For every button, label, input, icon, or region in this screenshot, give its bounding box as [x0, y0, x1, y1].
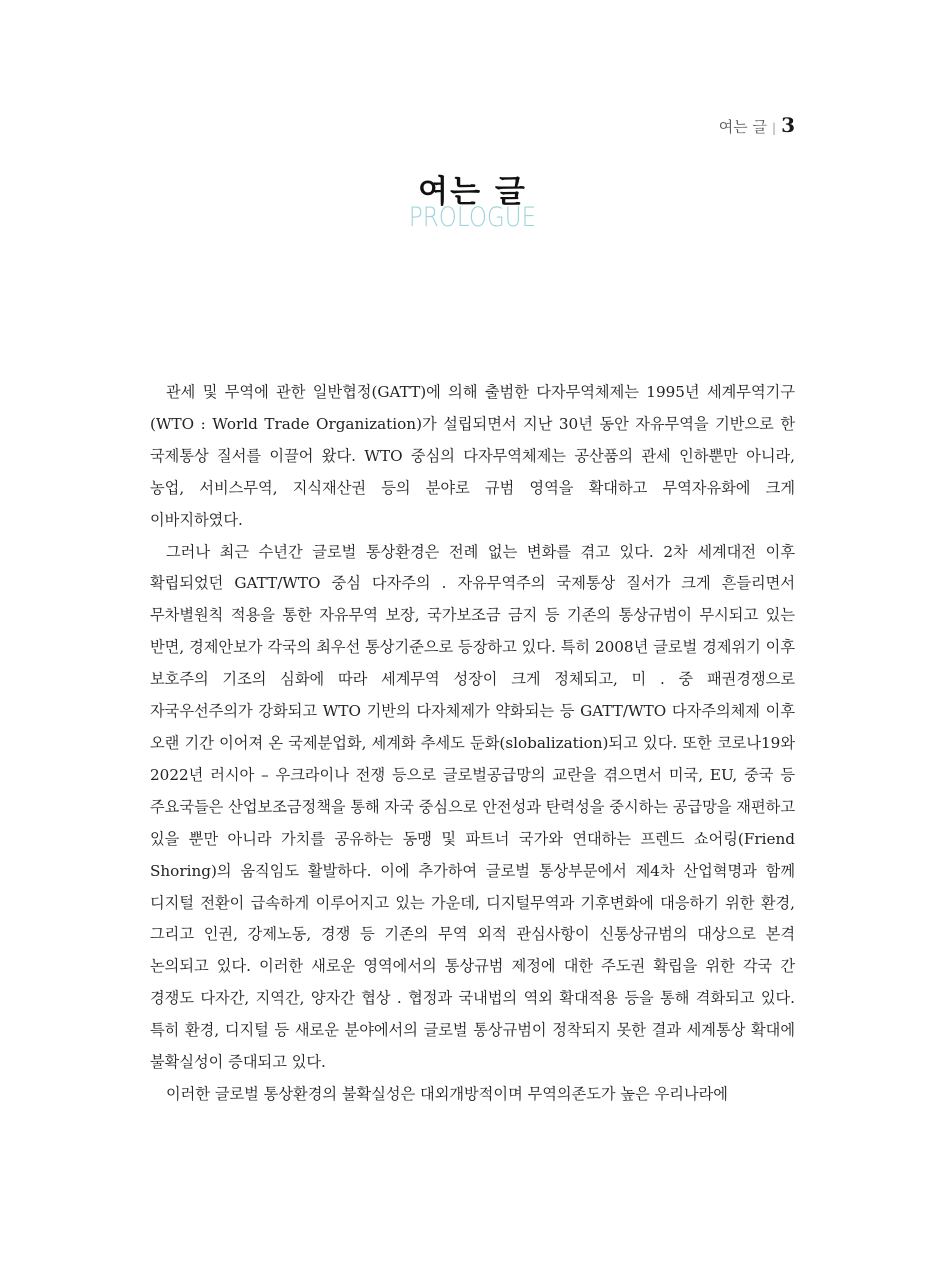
- running-title: 여는 글: [718, 118, 768, 136]
- paragraph-2: 그러나 최근 수년간 글로벌 통상환경은 전례 없는 변화를 겪고 있다. 2차 세계대전 이후 확립되었던 GATT/WTO 중심 다자주의 . 자유무역주의 국제통상 질서가 크게 흔들리면서 무차별원칙 적용을 통한 자유무역 보장, 국가보조금 금지 등 기존의 통상규범이 무시되고 있는 반면, 경제안보가 각국의 최우선 통상기준으로 등장하고 있다. 특히 2008년 글로벌 경제위기 이후 보호주의 기조의 심화에 따라 세계무역 성장이 크게 정체되고, 미 . 중 패권경쟁으로 자국우선주의가 강화되고 WTO 기반의 다자체제가 약화되는 등 GATT/WTO 다자주의체제 이후 오랜 기간 이어져 온 국제분업화, 세계화 추세도 둔화(slobalization)되고 있다. 또한 코로나19와 2022년 러시아 – 우크라이나 전쟁 등으로 글로벌공급망의 교란을 겪으면서 미국, EU, 중국 등 주요국들은 산업보조금정책을 통해 자국 중심으로 안전성과 탄력성을 중시하는 공급망을 재편하고 있을 뿐만 아니라 가치를 공유하는 동맹 및 파트너 국가와 연대하는 프렌드 쇼어링(Friend Shoring)의 움직임도 활발하다. 이에 추가하여 글로벌 통상부문에서 제4차 산업혁명과 함께 디지털 전환이 급속하게 이루어지고 있는 가운데, 디지털무역과 기후변화에 대응하기 위한 환경, 그리고 인권, 강제노동, 경쟁 등 기존의 무역 외적 관심사항이 신통상규범의 대상으로 본격 논의되고 있다. 이러한 새로운 영역에서의 통상규범 제정에 대한 주도권 확립을 위한 각국 간 경쟁도 다자간, 지역간, 양자간 협상 . 협정과 국내법의 역외 확대적용 등을 통해 격화되고 있다. 특히 환경, 디지털 등 새로운 분야에서의 글로벌 통상규범이 정착되지 못한 결과 세계통상 확대에 불확실성이 증대되고 있다.: [150, 542, 795, 1072]
- chapter-title-block: [0, 172, 945, 233]
- paragraph-1: 관세 및 무역에 관한 일반협정(GATT)에 의해 출범한 다자무역체제는 1995년 세계무역기구(WTO : World Trade Organization)가 설립되면서 지난 30년 동안 자유무역을 기반으로 한 국제통상 질서를 이끌어 왔다. WTO 중심의 다자무역체제는 공산품의 관세 인하뿐만 아니라, 농업, 서비스무역, 지식재산권 등의 분야로 규범 영역을 확대하고 무역자유화에 크게 이바지하였다.: [150, 383, 795, 529]
- chapter-title: 여는 글: [418, 174, 527, 210]
- body-text: [150, 377, 795, 1111]
- paragraph-3: 이러한 글로벌 통상환경의 불확실성은 대외개방적이며 무역의존도가 높은 우리나라에: [166, 1084, 728, 1103]
- chapter-title-english: PROLOGUE: [408, 203, 537, 233]
- running-header: [719, 113, 795, 137]
- running-header-separator: |: [772, 121, 777, 135]
- page-number: 3: [781, 113, 795, 137]
